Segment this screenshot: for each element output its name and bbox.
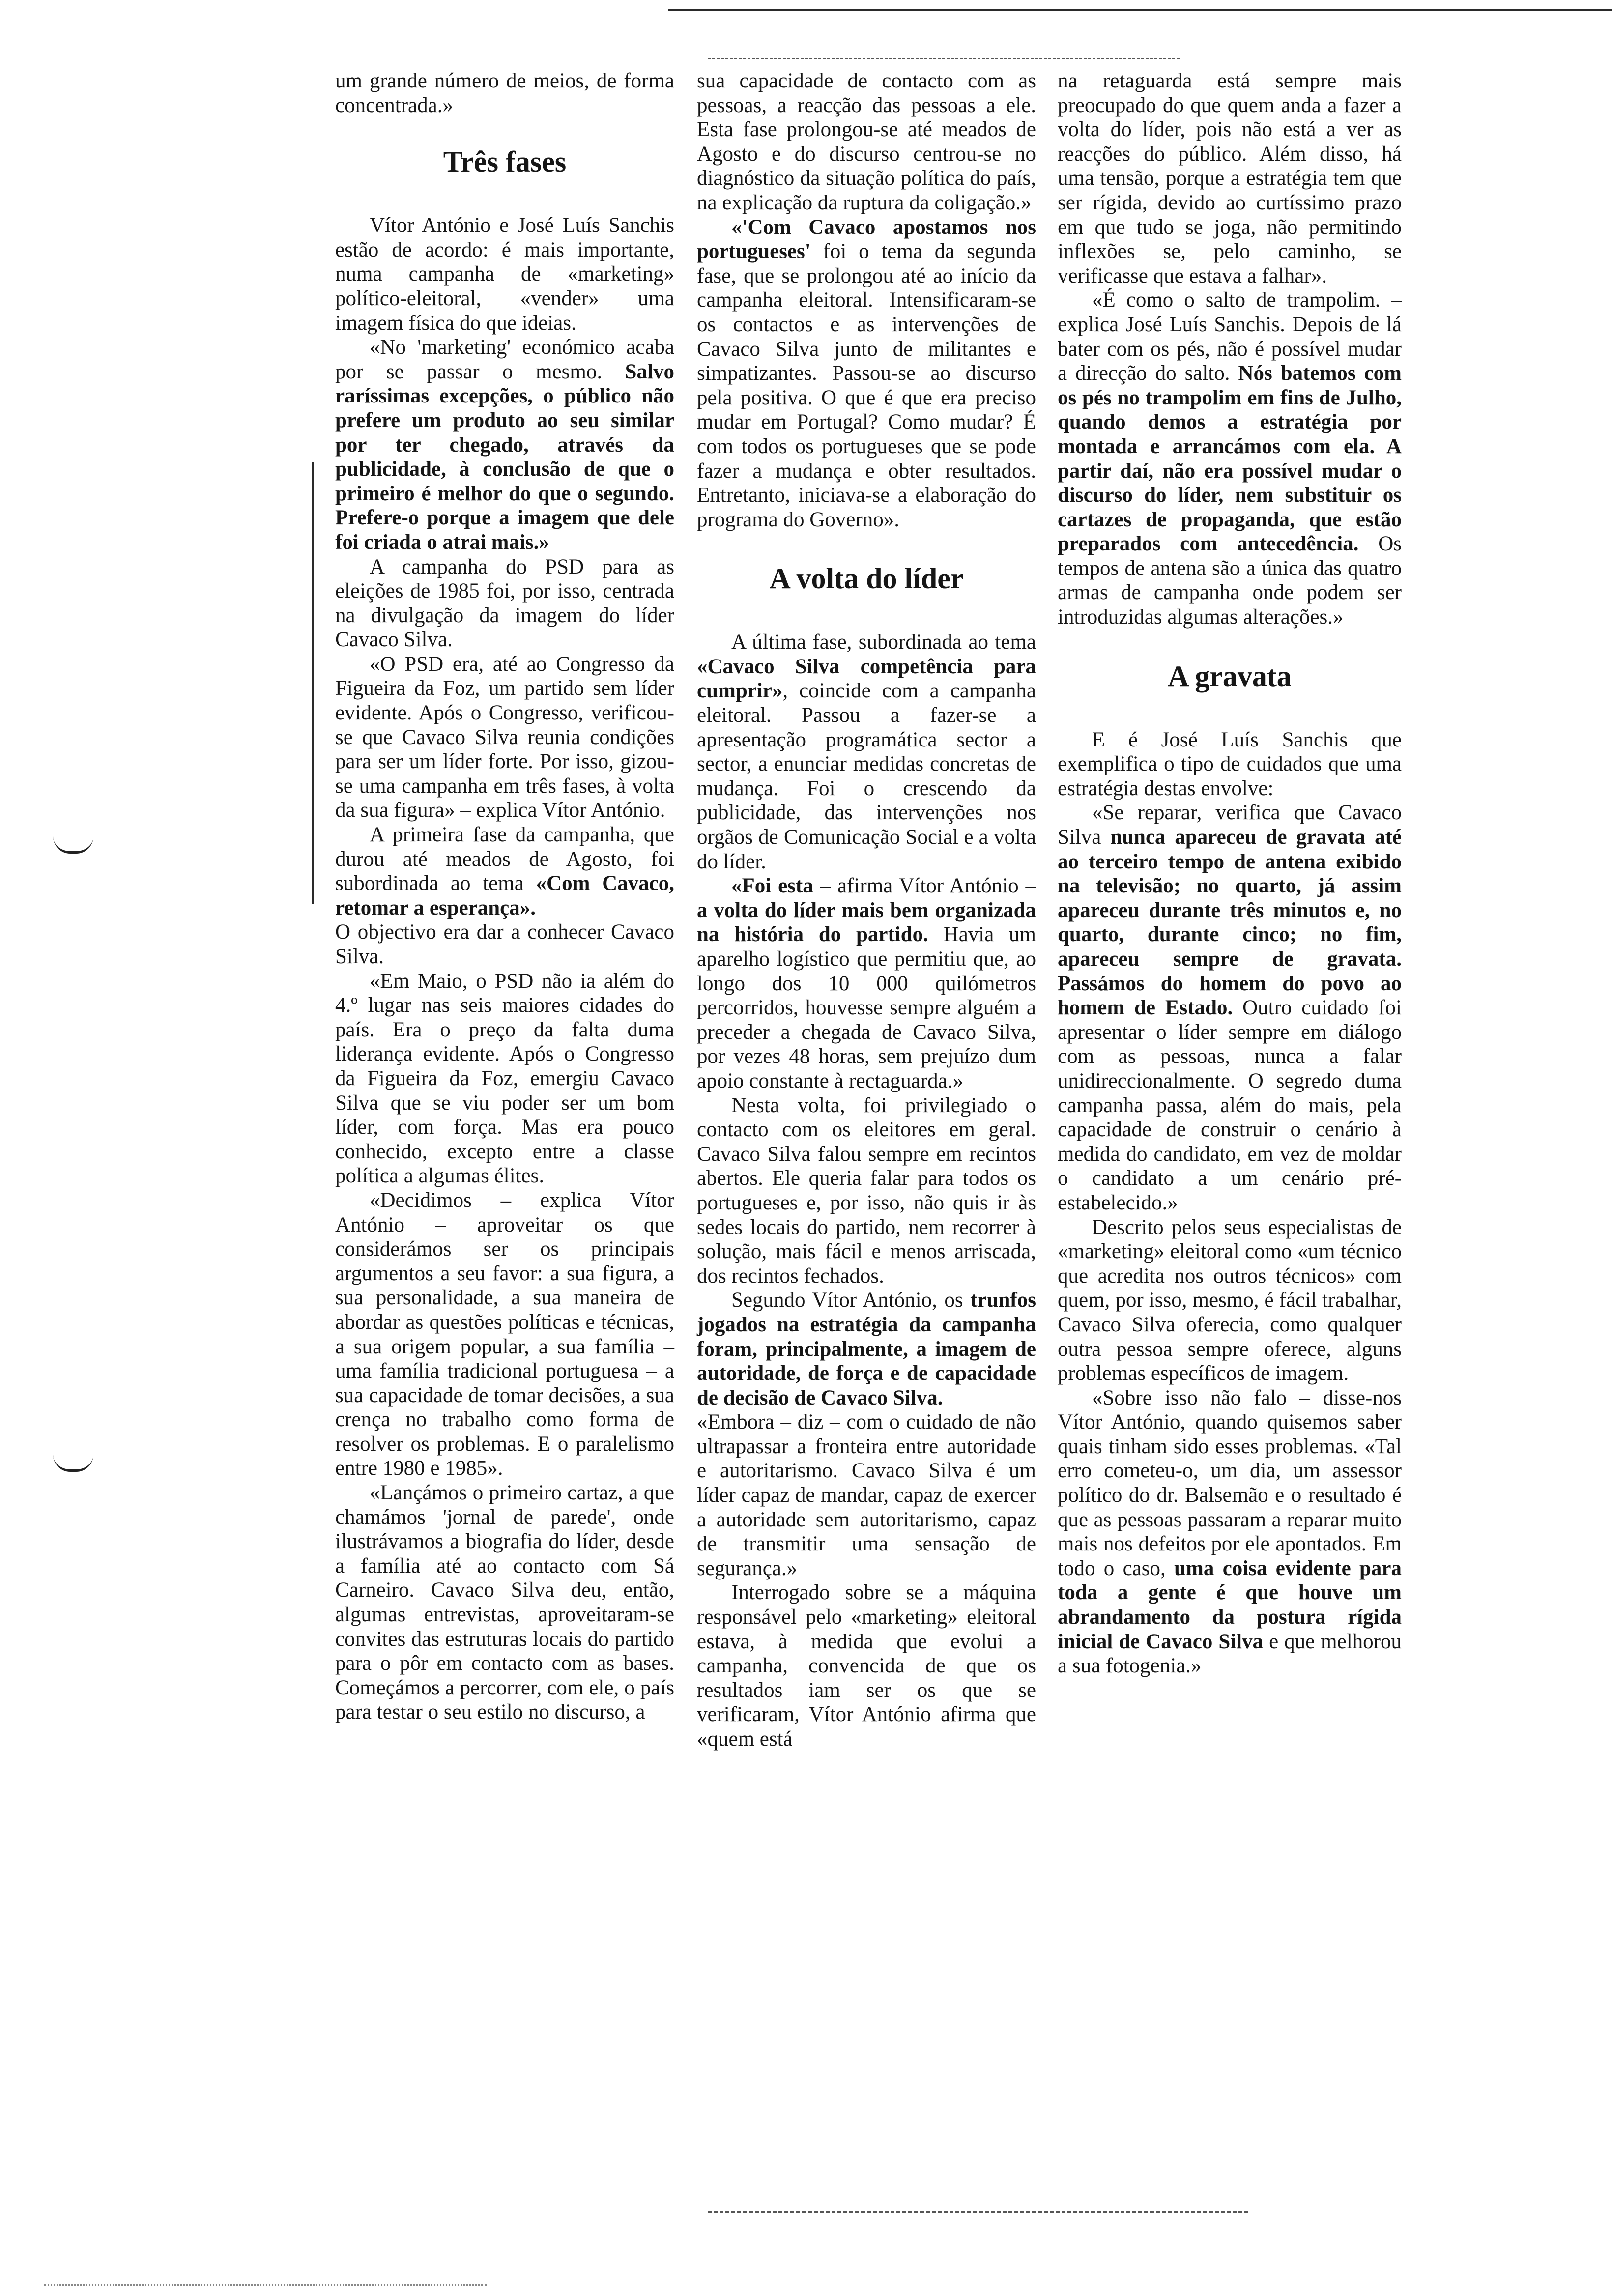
- paragraph: «Em Maio, o PSD não ia além do 4.º lugar nas seis maiores cidades do país. Era o preço da falta duma liderança evidente. Após o Congresso da Figueira da Foz, emergiu Cavaco Silva que se viu poder ser um bom líder, com força. Mas era pouco conhecido, excepto entre a classe política a algumas élites.: [335, 969, 674, 1188]
- article-column-1: [335, 69, 674, 1724]
- bold-text: a volta do líder mais bem organizada na história do partido.: [697, 898, 1036, 947]
- paragraph-text: Havia um aparelho logístico que permitiu que, ao longo dos 10 000 quilómetros percorridos, houvesse sempre alguém a preceder a chegada de Cavaco Silva, por vezes 48 horas, sem prejuízo dum apoio constante à rectaguarda.»: [697, 923, 1036, 1092]
- top-rule: [668, 0, 1612, 11]
- paragraph: «Embora – diz – com o cuidado de não ultrapassar a fronteira entre autoridade e autoritarismo. Cavaco Silva é um líder capaz de mandar, capaz de exercer a autoridade sem autoritarismo, capaz de transmitir uma sensação de segurança.»: [697, 1410, 1036, 1580]
- section-heading: Três fases: [443, 145, 567, 178]
- article-column-3: [1058, 69, 1402, 1678]
- paragraph: [1058, 1386, 1402, 1678]
- top-dashed-rule: [708, 58, 1180, 59]
- bottom-dashed-rule: [708, 2211, 1248, 2213]
- paragraph-text: Outro cuidado foi apresentar o líder sempre em diálogo com as pessoas, nunca a falar unidireccionalmente. O segredo duma campanha passa, além do mais, pela capacidade de construir o cenário à medida do candidato, em vez de moldar o candidato a um cenário pré-estabelecido.»: [1058, 996, 1402, 1214]
- paragraph: «O PSD era, até ao Congresso da Figueira da Foz, um partido sem líder evidente. Após o Congresso, verificou-se que Cavaco Silva reunia condições para ser um líder forte. Por isso, gizou-se uma campanha em três fases, à volta da sua figura» – explica Vítor António.: [335, 652, 674, 822]
- paragraph: [697, 630, 1036, 874]
- paragraph: [335, 335, 674, 554]
- bold-text: «Cavaco Silva competência para cumprir»: [697, 655, 1036, 703]
- paragraph: «Decidimos – explica Vítor António – aproveitar os que considerámos ser os principais argumentos a seu favor: a sua figura, a sua personalidade, a sua maneira de abordar as questões políticas e técnicas, a sua origem popular, a sua família – uma família tradicional portuguesa – a sua capacidade de tomar decisões, a sua crença no trabalho como forma de resolver os problemas. E o paralelismo entre 1980 e 1985».: [335, 1188, 674, 1480]
- paragraph: «Lançámos o primeiro cartaz, a que chamámos 'jornal de parede', onde ilustrávamos a biografia do líder, desde a família até ao contacto com Sá Carneiro. Cavaco Silva deu, então, algumas entrevistas, aproveitaram-se convites das estruturas locais do partido para o pôr em contacto com as bases. Começámos a percorrer, com ele, o país para testar o seu estilo no discurso, a: [335, 1481, 674, 1724]
- paragraph: [335, 823, 674, 920]
- bold-text: «Foi esta: [731, 874, 813, 898]
- paragraph-text: – afirma Vítor António –: [813, 874, 1036, 898]
- paragraph: na retaguarda está sempre mais preocupado do que quem anda a fazer a volta do líder, pois não está a ver as reacções do público. Além disso, há uma tensão, porque a estratégia tem que ser rígida, devido ao curtíssimo prazo em que tudo se joga, não permitindo inflexões se, pelo caminho, se verificasse que estava a falhar».: [1058, 69, 1402, 287]
- paragraph: E é José Luís Sanchis que exemplifica o tipo de cuidados que uma estratégia destas envolve:: [1058, 728, 1402, 800]
- paragraph-text: e que melhorou a sua fotogenia.»: [1058, 1630, 1402, 1678]
- bold-text: trunfos jogados na estratégia da campanha foram, principalmente, a imagem de autoridade, de força e de capacidade de decisão de Cavaco Silva.: [697, 1289, 1036, 1409]
- section-heading: A volta do líder: [769, 562, 964, 595]
- paragraph: Interrogado sobre se a máquina responsável pelo «marketing» eleitoral estava, à medida que evolui a campanha, convencida de que os resultados iam ser os que se verificaram, Vítor António afirma que «quem está: [697, 1581, 1036, 1751]
- paragraph-text: Os tempos de antena são a única das quatro armas de campanha onde podem ser introduzidas algumas alterações.»: [1058, 532, 1402, 629]
- paragraph: sua capacidade de contacto com as pessoas, a reacção das pessoas a ele. Esta fase prolongou-se até meados de Agosto e do discurso centrou-se no diagnóstico da situação política do país, na explicação da ruptura da coligação.»: [697, 69, 1036, 214]
- paragraph: Vítor António e José Luís Sanchis estão de acordo: é mais importante, numa campanha de «marketing» político-eleitoral, «vender» uma imagem física do que ideias.: [335, 214, 674, 335]
- punch-hole-mark: [53, 836, 93, 854]
- bold-text: nunca apareceu de gravata até ao terceiro tempo de antena exibido na televisão; no quarto, já assim apareceu durante três minutos e, no quarto, durante cinco; no fim, apareceu sempre de gravata. Passámos do homem do povo ao homem de Estado.: [1058, 826, 1402, 1020]
- paragraph: [697, 1288, 1036, 1410]
- punch-hole-mark: [53, 1455, 93, 1472]
- paragraph-text: «É como o salto de trampolim. – explica José Luís Sanchis. Depois de lá bater com os pés, não é possível mudar a direcção do salto.: [1058, 288, 1402, 385]
- paragraph: um grande número de meios, de forma concentrada.»: [335, 69, 674, 117]
- paragraph: A campanha do PSD para as eleições de 1985 foi, por isso, centrada na divulgação da imagem do líder Cavaco Silva.: [335, 555, 674, 652]
- paragraph: [1058, 288, 1402, 629]
- paragraph: [697, 215, 1036, 532]
- paragraph: Descrito pelos seus especialistas de «marketing» eleitoral como «um técnico que acredita nos outros técnicos» com quem, por isso, mesmo, é fácil trabalhar, Cavaco Silva oferecia, como qualquer outra pessoa sempre oferece, alguns problemas específicos de imagem.: [1058, 1215, 1402, 1385]
- bold-text: uma coisa evidente para toda a gente é que houve um abrandamento da postura rígida inicial de Cavaco Silva: [1058, 1556, 1402, 1653]
- paragraph-text: «Sobre isso não falo – disse-nos Vítor António, quando quisemos saber quais tinham sido esses problemas. «Tal erro cometeu-o, um dia, um assessor político do dr. Balsemão e o resultado é que as pessoas passaram a reparar muito mais nos defeitos por ele apontados. Em todo o caso,: [1058, 1386, 1402, 1580]
- paragraph-text: «Se reparar, verifica que Cavaco Silva: [1058, 801, 1402, 849]
- paragraph-text: Segundo Vítor António, os: [731, 1289, 971, 1312]
- margin-mark-line: [312, 462, 314, 904]
- paragraph-text: A última fase, subordinada ao tema: [731, 631, 1036, 654]
- paragraph-text: foi o tema da segunda fase, que se prolongou até ao início da campanha eleitoral. Intensificaram-se os contactos e as intervenções de Cavaco Silva junto de militantes e simpatizantes. Passou-se ao discurso pela positiva. O que é que era preciso mudar em Portugal? Como mudar? É com todos os portugueses que se pode fazer a mudança e obter resultados. Entretanto, iniciava-se a elaboração do programa do Governo».: [697, 240, 1036, 531]
- paragraph-text: , coincide com a campanha eleitoral. Passou a fazer-se a apresentação programática sector a sector, a enunciar medidas concretas de mudança. Foi o crescendo da publicidade, das intervenções nos orgãos de Comunicação Social e a volta do líder.: [697, 679, 1036, 873]
- bold-text: Nós batemos com os pés no trampolim em fins de Julho, quando demos a estratégia por montada e arrancámos com ela. A partir daí, não era possível mudar o discurso do líder, nem substituir os cartazes de propaganda, que estão preparados com antecedência.: [1058, 362, 1402, 556]
- paragraph: O objectivo era dar a conhecer Cavaco Silva.: [335, 920, 674, 968]
- article-column-2: [697, 69, 1036, 1751]
- paragraph: Nesta volta, foi privilegiado o contacto com os eleitores em geral. Cavaco Silva falou sempre em recintos abertos. Ele queria falar para todos os portugueses e, por isso, não quis ir às sedes locais do partido, nem recorrer à solução, mais fácil e menos arriscada, dos recintos fechados.: [697, 1093, 1036, 1288]
- scan-edge-noise: [44, 2284, 487, 2286]
- section-heading: A gravata: [1168, 660, 1292, 692]
- paragraph: [1058, 801, 1402, 1215]
- paragraph-text: «No 'marketing' económico acaba por se passar o mesmo.: [335, 336, 674, 383]
- paragraph-text: A primeira fase da campanha, que durou até meados de Agosto, foi subordinada ao tema: [335, 823, 674, 895]
- bold-text: Salvo raríssimas excepções, o público não prefere um produto ao seu similar por ter chegado, através da publicidade, à conclusão de que o primeiro é melhor do que o segundo. Prefere-o porque a imagem que dele foi criada o atrai mais.»: [335, 360, 674, 554]
- bold-text: «'Com Cavaco apostamos nos portugueses': [697, 215, 1036, 263]
- paragraph: [697, 874, 1036, 1093]
- bold-text: «Com Cavaco, retomar a esperança».: [335, 872, 675, 919]
